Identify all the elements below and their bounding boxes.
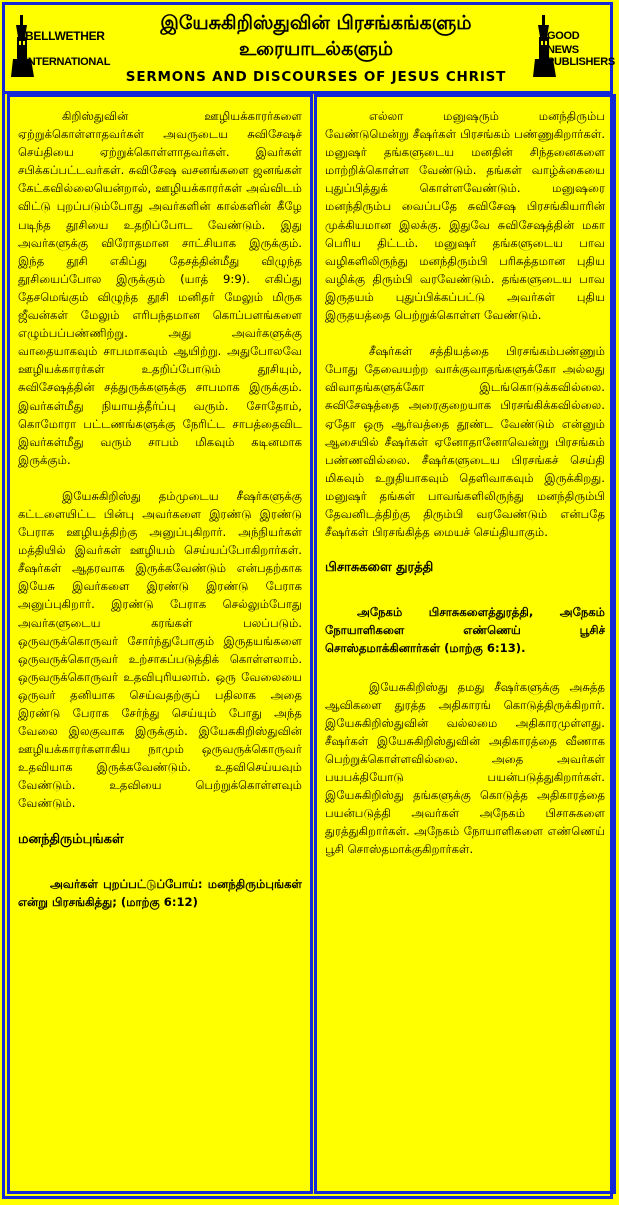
good-news-logo [533, 15, 615, 79]
page [2, 2, 613, 1199]
title-tamil-line2: உரையாடல்களும் [238, 38, 394, 60]
right-paragraph-2: சீஷர்கள் சத்தியத்தை பிரசங்கம்பண்ணும் போது தேவையற்ற வாக்குவாதங்களுக்கோ அல்லது விவாதங்களுக்கோ இடங்கொடுக்கவில்லை. சுவிசேஷத்தை அரைகுறையாக பிரசங்கிக்கவில்லை. ஏதோ ஒரு ஆர்வத்தை தூண்ட வேண்டும் என்னும் ஆசையில் சீஷர்கள் ஏனோதானோவென்று பிரசங்கம் பண்ணவில்லை. சீஷர்களுடைய பிரசங்கச் செய்தி மிகவும் உறுதியாகவும் தெளிவாகவும் இருக்கிறது. மனுஷர் தங்கள் பாவங்களிலிருந்து மனந்திரும்பி தேவனிடத்திற்கு திரும்பி வரவேண்டும் என்பதே சீஷர்கள் பிரசங்கித்த மையச் செய்தியாகும். [325, 344, 605, 540]
right-column [314, 94, 616, 1194]
title-block [111, 9, 521, 85]
bellwether-logo [11, 15, 111, 79]
right-logo-line1: GOOD NEWS [547, 30, 580, 56]
left-paragraph-1: கிறிஸ்துவின் ஊழியக்காரர்களை ஏற்றுக்கொள்ளாதவர்கள் அவருடைய சுவிசேஷச் செய்தியை ஏற்றுக்கொள்ளாதவர்கள். இவர்கள் சபிக்கப்பட்டவர்கள். சுவிசேஷ வசனங்களை ஜனங்கள் கேட்கவில்லையென்றால், ஊழியக்காரர்கள் அவ்விடம் விட்டு புறப்படும்போது அவர்களின் கால்களின் கீழே படிந்த தூசியை உதறிப்போட வேண்டும். இது அவர்களுக்கு விரோதமான சாட்சியாக இருக்கும். இந்த தூசி எகிப்து தேசத்தின்மீது விழுந்த தூசியைப்போல இருக்கும் (யாத் 9:9). எகிப்து தேசமெங்கும் விழுந்த தூசி மனிதர் மேலும் மிருக ஜீவன்கள் மேலும் எரிபந்தமான கொப்பளங்களை எழும்பப்பண்ணிற்று. அது அவர்களுக்கு வாதையாகவும் சாபமாகவும் ஆயிற்று. அதுபோலவே ஊழியக்காரர்கள் உதறிப்போடும் தூசியும், சுவிசேஷத்தின் சத்துருக்களுக்கு சாபமாக இருக்கும். இவர்கள்மீது நியாயத்தீர்ப்பு வரும். சோதோம், கொமோரா பட்டணங்களுக்கு நேரிட்ட சாபத்தைவிட இவர்கள்மீது வரும் சாபம் மிகவும் கடினமாக இருக்கும். [18, 109, 302, 467]
left-paragraph-2: இயேசுகிறிஸ்து தம்முடைய சீஷர்களுக்கு கட்டளையிட்ட பின்பு அவர்களை இரண்டு இரண்டு பேராக ஊழியத்திற்கு அனுப்புகிறார். அந்நியர்கள் மத்தியில் இவர்கள் ஊழியம் செய்யப்போகிறார்கள். சீஷர்கள் ஆதரவாக இருக்கவேண்டும் என்பதற்காக இயேசு இவர்களை இரண்டு இரண்டு பேராக அனுப்புகிறார். இரண்டு பேராக செல்லும்போது அவர்களுடைய கரங்கள் பலப்படும். ஒருவருக்கொருவர் சோர்ந்துபோகும் இருதயங்களை ஒருவருக்கொருவர் உற்சாகப்படுத்திக் கொள்ளலாம். ஒருவருக்கொருவர் உதவிபுரியலாம். ஒரு வேலையை ஒருவர் தனியாக செய்வதற்குப் பதிலாக அதை இரண்டு பேராக சேர்ந்து செய்யும் போது அந்த வேலை இலகுவாக இருக்கும். இயேசுகிறிஸ்துவின் ஊழியக்காரர்களாகிய நாமும் ஒருவருக்கொருவர் உதவியாக இருக்கவேண்டும். உதவிசெய்யவும் வேண்டும். உதவியை பெற்றுக்கொள்ளவும் வேண்டும். [18, 488, 302, 811]
left-logo-line2: INTERNATIONAL [25, 56, 111, 68]
left-logo-line1: BELLWETHER [25, 29, 105, 43]
header [5, 5, 615, 94]
left-scripture-quote: அவர்கள் புறப்பட்டுப்போய்: மனந்திரும்புங்கள் என்று பிரசங்கித்து; (மாற்கு 6:12) [18, 876, 302, 909]
left-section-heading: மனந்திரும்புங்கள் [18, 831, 124, 847]
left-column [7, 94, 313, 1194]
right-logo-line2: PUBLISHERS [547, 56, 615, 68]
right-section-heading: பிசாசுகளை துரத்தி [325, 560, 434, 576]
right-paragraph-3: இயேசுகிறிஸ்து தமது சீஷர்களுக்கு அசுத்த ஆவிகளை துரத்த அதிகாரங் கொடுத்திருக்கிறார். இயேசுகிறிஸ்துவின் வல்லமை அதிகாரமுள்ளது. சீஷர்கள் இயேசுகிறிஸ்துவின் அதிகாரத்தை வீணாக பெற்றுக்கொள்ளவில்லை. அதை அவர்கள் பயபக்தியோடு பயன்படுத்துகிறார்கள். இயேசுகிறிஸ்து தங்களுக்கு கொடுத்த அதிகாரத்தை பயன்படுத்தி அவர்கள் அநேகம் பிசாசுகளை துரத்துகிறார்கள். அநேகம் நோயாளிகளை எண்ணெய் பூசி சொஸ்தமாக்குகிறார்கள். [325, 679, 605, 857]
right-paragraph-1: எல்லா மனுஷரும் மனந்திரும்ப வேண்டுமென்று சீஷர்கள் பிரசங்கம் பண்ணுகிறார்கள். மனுஷர் தங்களுடைய மனதின் சிந்தனைகளை மாற்றிக்கொள்ள வேண்டும். தங்கள் வாழ்க்கையை புதுப்பித்துக் கொள்ளவேண்டும். மனுஷரை மனந்திரும்ப வைப்பதே சுவிசேஷ பிரசங்கியாரின் முக்கியமான இலக்கு. இதுவே சுவிசேஷத்தின் மகா பெரிய திட்டம். மனுஷர் தங்களுடைய பாவ வழிகளிலிருந்து மனந்திரும்பி பரிசுத்தமான புதிய வழிக்கு திரும்பி வரவேண்டும். தங்களுடைய பாவ இருதயம் புதுப்பிக்கப்பட்டு அவர்கள் புதிய இருதயத்தை பெற்றுக்கொள்ள வேண்டும். [325, 109, 605, 323]
title-tamil-line1: இயேசுகிறிஸ்துவின் பிரசங்கங்களும் [160, 12, 472, 34]
right-scripture-quote: அநேகம் பிசாசுகளைத்துரத்தி, அநேகம் நோயாளிகளை எண்ணெய் பூசிச் சொஸ்தமாக்கினார்கள் (மாற்கு 6:13). [325, 605, 605, 656]
title-english: SERMONS AND DISCOURSES OF JESUS CHRIST [125, 69, 507, 85]
